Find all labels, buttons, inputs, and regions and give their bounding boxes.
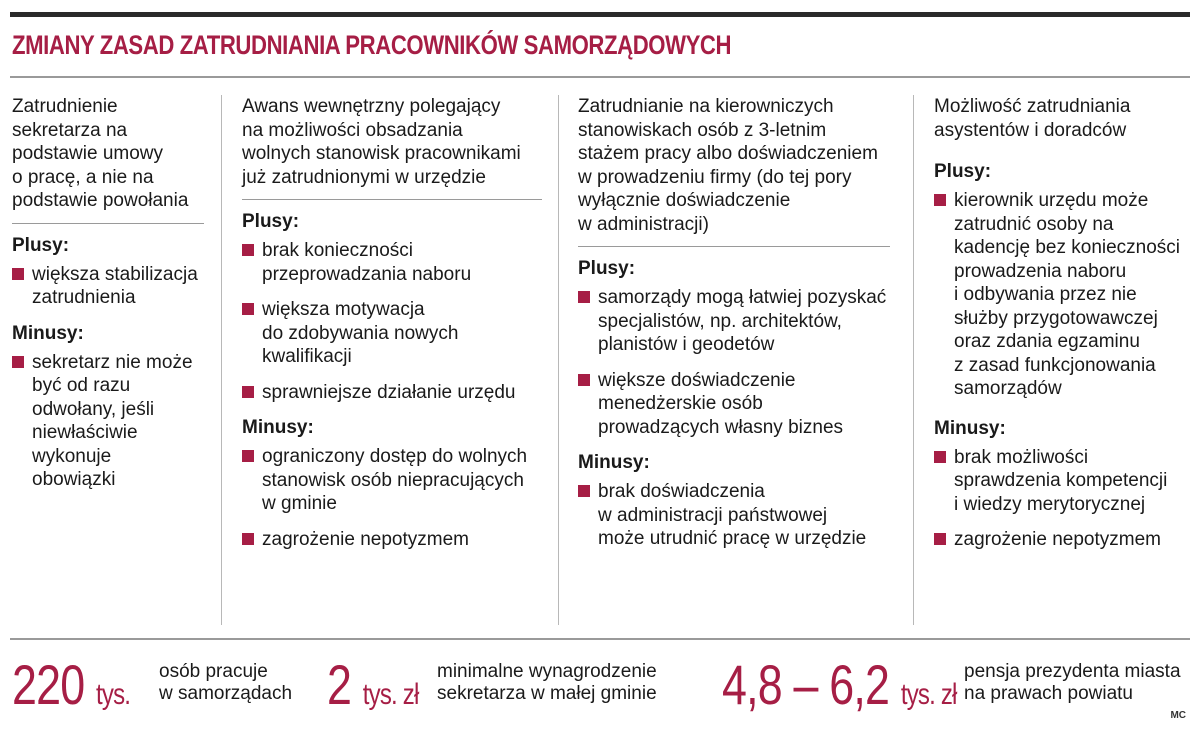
minus-item (242, 445, 542, 516)
intro-line: wyłącznie doświadczenie (578, 190, 791, 211)
author-credit: MC (1170, 710, 1186, 721)
item-line: większe doświadczenie (598, 369, 796, 391)
intro-line: Zatrudnienie (12, 96, 118, 117)
plusy-heading: Plusy: (934, 161, 992, 182)
item-line: stanowisk osób niepracujących (262, 469, 524, 491)
stat-min-salary (327, 655, 707, 715)
intro-line: stanowiskach osób z 3-letnim (578, 119, 827, 141)
stat-employees (12, 655, 312, 715)
plus-item (578, 369, 890, 440)
column-separator (558, 95, 559, 625)
plusy-heading: Plusy: (578, 258, 636, 279)
column-asystenci (934, 95, 1186, 564)
item-line: może utrudnić pracę w urzędzie (598, 528, 867, 549)
item-line: planistów i geodetów (598, 334, 775, 355)
item-line: sekretarz nie może (32, 351, 193, 373)
square-bullet-icon (934, 194, 946, 206)
stat-desc-line: osób pracuje (159, 661, 268, 682)
item-line: zagrożenie nepotyzmem (262, 528, 469, 550)
intro-line: Możliwość zatrudniania (934, 96, 1131, 117)
plus-item (242, 298, 542, 369)
item-line: odwołany, jeśli (32, 398, 155, 420)
item-line: specjalistów, np. architektów, (598, 310, 842, 332)
title-rule (10, 76, 1190, 78)
item-line: kierownik urzędu może (954, 190, 1149, 211)
item-line: samorządów (954, 378, 1062, 399)
item-line: prowadzenia naboru (954, 260, 1127, 282)
item-line: i wiedzy merytorycznej (954, 493, 1146, 515)
item-line: brak możliwości (954, 446, 1089, 468)
intro-line: w prowadzeniu firmy (do tej pory (578, 166, 852, 188)
square-bullet-icon (242, 244, 254, 256)
square-bullet-icon (12, 356, 24, 368)
stat-description (437, 661, 657, 705)
top-rule (10, 12, 1190, 17)
column-separator (221, 95, 222, 625)
intro-line: na możliwości obsadzania (242, 119, 463, 141)
stat-description (159, 661, 292, 705)
column-separator (913, 95, 914, 625)
column-sekretarz (12, 95, 204, 504)
item-line: zatrudnienia (32, 287, 136, 308)
column-divider (578, 246, 890, 247)
minus-item (578, 480, 890, 551)
item-line: menedżerskie osób (598, 393, 763, 414)
item-line: większa stabilizacja (32, 263, 198, 285)
intro-line: podstawie powołania (12, 190, 189, 211)
item-line: z zasad funkcjonowania (954, 354, 1156, 376)
column-kierownicy (578, 95, 890, 563)
minus-item (934, 528, 1186, 552)
item-line: do zdobywania nowych (262, 322, 459, 344)
square-bullet-icon (934, 451, 946, 463)
stat-unit: tys. (96, 678, 131, 711)
stat-president-salary (722, 655, 1188, 715)
square-bullet-icon (242, 303, 254, 315)
intro-line: o pracę, a nie na (12, 166, 154, 188)
page-title: ZMIANY ZASAD ZATRUDNIANIA PRACOWNIKÓW SAMORZĄDOWYCH (12, 30, 732, 60)
stat-desc-line: w samorządach (159, 683, 293, 704)
item-line: sprawdzenia kompetencji (954, 470, 1168, 491)
item-line: kadencję bez konieczności (954, 237, 1181, 258)
item-line: służby przygotowawczej (954, 307, 1158, 329)
item-line: przeprowadzania naboru (262, 263, 472, 285)
minusy-heading: Minusy: (578, 452, 650, 473)
item-line: samorządy mogą łatwiej pozyskać (598, 287, 887, 308)
item-line: prowadzących własny biznes (598, 416, 844, 438)
item-line: ograniczony dostęp do wolnych (262, 446, 528, 467)
item-line: oraz zdania egzaminu (954, 331, 1140, 352)
minusy-heading: Minusy: (934, 417, 1006, 439)
item-line: obowiązki (32, 469, 116, 490)
stat-number: 220 tys. (12, 653, 131, 716)
column-intro (12, 95, 204, 213)
bottom-rule (10, 638, 1190, 640)
column-divider (12, 223, 204, 224)
stat-desc-line: minimalne wynagrodzenie (437, 661, 657, 682)
stat-desc-line: sekretarza w małej gminie (437, 683, 657, 704)
minus-item (242, 528, 542, 552)
plus-item (934, 189, 1186, 401)
item-line: sprawniejsze działanie urzędu (262, 381, 516, 403)
item-line: zagrożenie nepotyzmem (954, 529, 1161, 550)
item-line: w gminie (262, 493, 337, 514)
plusy-heading: Plusy: (12, 234, 70, 256)
minus-item (12, 351, 204, 492)
column-intro (934, 95, 1186, 142)
intro-line: podstawie umowy (12, 143, 164, 164)
intro-line: Zatrudnianie na kierowniczych (578, 96, 834, 117)
stat-number: 4,8 – 6,2 tys. zł (722, 653, 957, 716)
minusy-heading: Minusy: (12, 322, 84, 344)
item-line: niewłaściwie (32, 422, 138, 443)
square-bullet-icon (578, 485, 590, 497)
stat-unit: tys. zł (362, 678, 419, 711)
plus-item (242, 239, 542, 286)
column-intro (242, 95, 542, 189)
square-bullet-icon (578, 291, 590, 303)
square-bullet-icon (242, 386, 254, 398)
item-line: kwalifikacji (262, 346, 352, 367)
column-divider (242, 199, 542, 200)
stat-desc-line: pensja prezydenta miasta (964, 661, 1181, 682)
item-line: brak doświadczenia (598, 481, 765, 502)
minus-item (934, 446, 1186, 517)
intro-line: w administracji) (578, 213, 709, 235)
square-bullet-icon (578, 374, 590, 386)
intro-line: Awans wewnętrzny polegający (242, 96, 501, 117)
intro-line: już zatrudnionymi w urzędzie (242, 166, 486, 188)
item-line: zatrudnić osoby na (954, 213, 1114, 235)
stat-description (964, 661, 1181, 705)
item-line: w administracji państwowej (598, 504, 828, 526)
minusy-heading: Minusy: (242, 417, 314, 438)
item-line: być od razu (32, 375, 131, 396)
item-line: brak konieczności (262, 240, 414, 261)
intro-line: asystentów i doradców (934, 119, 1127, 141)
item-line: wykonuje (32, 445, 112, 467)
intro-line: sekretarza na (12, 119, 128, 141)
stat-unit: tys. zł (900, 678, 957, 711)
square-bullet-icon (242, 533, 254, 545)
plus-item (242, 381, 542, 405)
intro-line: stażem pracy albo doświadczeniem (578, 143, 878, 164)
stat-desc-line: na prawach powiatu (964, 683, 1133, 704)
column-awans (242, 95, 542, 563)
item-line: większa motywacja (262, 299, 425, 320)
plusy-heading: Plusy: (242, 211, 300, 232)
square-bullet-icon (934, 533, 946, 545)
intro-line: wolnych stanowisk pracownikami (242, 143, 521, 164)
item-line: i odbywania przez nie (954, 284, 1137, 305)
square-bullet-icon (242, 450, 254, 462)
column-intro (578, 95, 890, 236)
stat-number: 2 tys. zł (327, 653, 419, 716)
plus-item (12, 263, 204, 310)
plus-item (578, 286, 890, 357)
square-bullet-icon (12, 268, 24, 280)
